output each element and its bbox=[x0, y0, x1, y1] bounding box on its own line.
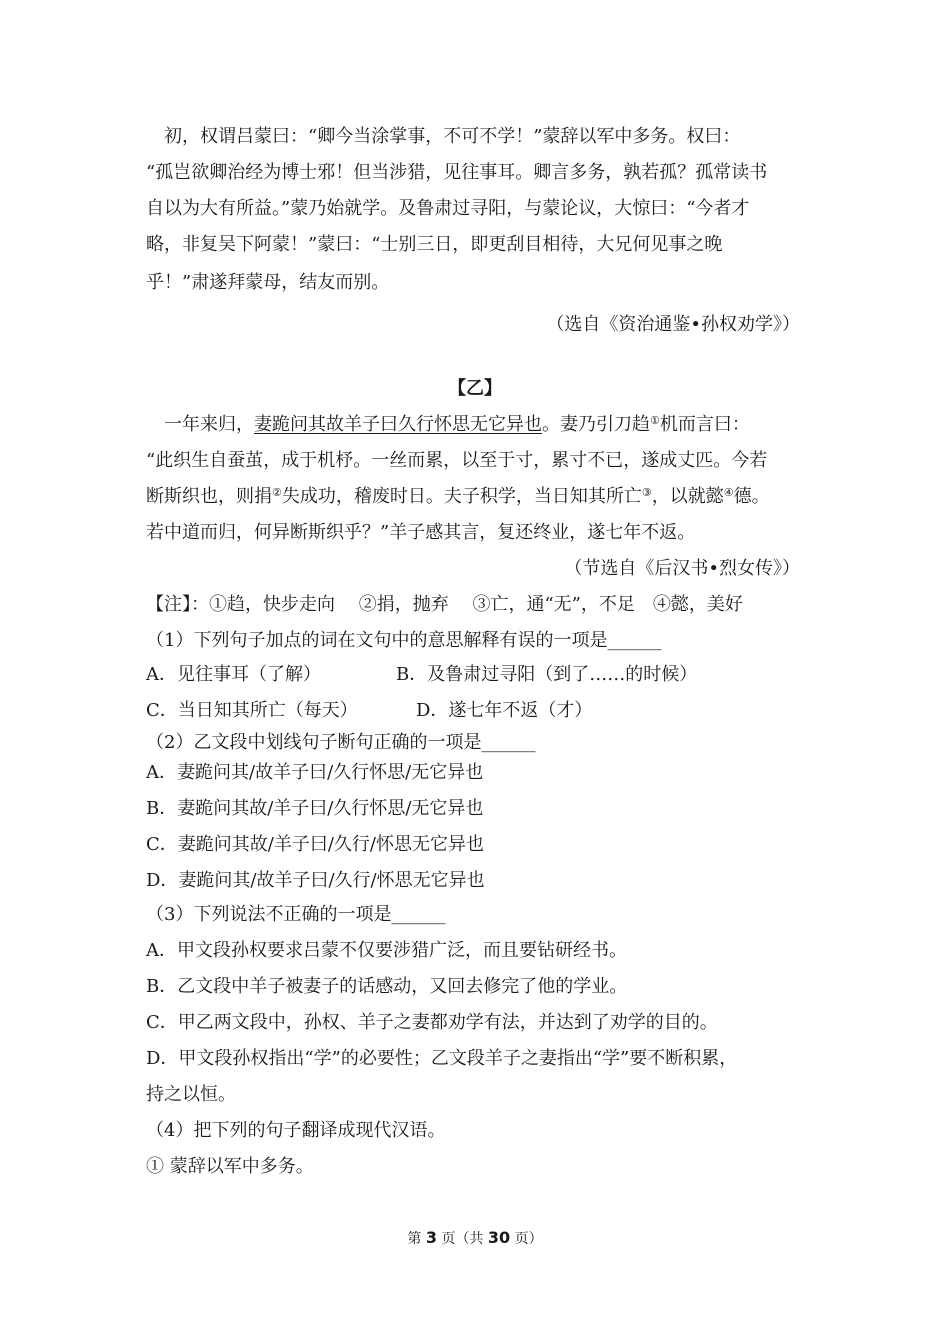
q4-stem: （4）把下列的句子翻译成现代汉语。 bbox=[146, 1120, 446, 1141]
q2-stem: （2）乙文段中划线句子断句正确的一项是______ bbox=[146, 732, 536, 753]
note-marker-4: ④ bbox=[723, 486, 734, 499]
q1-stem: （1）下列句子加点的词在文句中的意思解释有误的一项是______ bbox=[146, 630, 662, 651]
note-marker-2: ② bbox=[272, 486, 282, 499]
footer-pre: 第 bbox=[407, 1231, 426, 1247]
yi-heading: 【乙】 bbox=[448, 378, 502, 399]
q1-options-row-1 bbox=[146, 662, 697, 688]
note-marker-1: ① bbox=[650, 414, 660, 427]
q3-option-c: C．甲乙两文段中，孙权、羊子之妻都劝学有法，并达到了劝学的目的。 bbox=[146, 1012, 718, 1033]
jia-line-1: 初，权谓吕蒙曰：“卿今当涂掌事，不可不学！”蒙辞以军中多务。权曰： bbox=[164, 126, 741, 147]
jia-line-5: 乎！”肃遂拜蒙母，结友而别。 bbox=[146, 272, 390, 293]
yi-line-1-post-b: 机而言曰： bbox=[659, 414, 750, 435]
jia-line-3: 自以为大有所益。”蒙乃始就学。及鲁肃过寻阳，与蒙论议，大惊曰：“今者才 bbox=[146, 198, 750, 219]
q3-option-d-line-1: D．甲文段孙权指出“学”的必要性；乙文段羊子之妻指出“学”要不断积累， bbox=[146, 1048, 738, 1069]
q1-option-c: C．当日知其所亡（每天） bbox=[146, 700, 358, 721]
q2-option-b: B．妻跪问其故/羊子曰/久行怀思/无它异也 bbox=[146, 798, 484, 819]
footer-mid: 页（共 bbox=[436, 1231, 488, 1247]
q1-options-row-2 bbox=[146, 698, 592, 724]
page-footer bbox=[0, 1228, 950, 1249]
q3-option-a: A．甲文段孙权要求吕蒙不仅要涉猎广泛，而且要钻研经书。 bbox=[146, 940, 627, 961]
q1-option-d: D．遂七年不返（才） bbox=[416, 700, 593, 721]
footer-post: 页） bbox=[510, 1231, 543, 1247]
q3-option-b: B．乙文段中羊子被妻子的话感动，又回去修完了他的学业。 bbox=[146, 976, 628, 997]
q2-option-a: A．妻跪问其/故羊子曰/久行怀思/无它异也 bbox=[146, 762, 484, 783]
q1-option-b: B．及鲁肃过寻阳（到了……的时候） bbox=[396, 664, 698, 685]
yi-line-1-pre: 一年来归， bbox=[164, 414, 254, 435]
q1-option-a: A．见往事耳（了解） bbox=[146, 664, 321, 685]
q2-option-c: C．妻跪问其故/羊子曰/久行/怀思无它异也 bbox=[146, 834, 484, 855]
q2-option-d: D．妻跪问其/故羊子曰/久行/怀思无它异也 bbox=[146, 870, 485, 891]
yi-line-3-c: ，以就懿 bbox=[651, 486, 724, 507]
yi-line-1 bbox=[164, 412, 750, 438]
underlined-sentence: 妻跪问其故羊子曰久行怀思无它异也 bbox=[254, 414, 542, 435]
jia-source: （选自《资治通鉴•孙权劝学》） bbox=[546, 314, 800, 335]
yi-line-1-post-a: 。妻乃引刀趋 bbox=[542, 414, 650, 435]
total-pages: 30 bbox=[487, 1228, 511, 1247]
yi-line-2: “此织生自蚕茧，成于机杼。一丝而累，以至于寸，累寸不已，遂成丈匹。今若 bbox=[146, 450, 768, 471]
yi-line-3-d: 德。 bbox=[733, 486, 770, 507]
page-number: 3 bbox=[425, 1228, 437, 1247]
yi-source: （节选自《后汉书•烈女传》） bbox=[564, 558, 800, 579]
yi-line-3-a: 断斯织也，则捐 bbox=[146, 486, 272, 507]
note-marker-3: ③ bbox=[641, 486, 652, 499]
notes: 【注】：①趋，快步走向 ②捐，抛弃 ③亡，通“无”，不足 ④懿，美好 bbox=[146, 594, 743, 615]
yi-line-4: 若中道而归，何异断斯织乎？”羊子感其言，复还终业，遂七年不返。 bbox=[146, 522, 696, 543]
jia-line-2: “孤岂欲卿治经为博士邪！但当涉猎，见往事耳。卿言多务，孰若孤？孤常读书 bbox=[146, 162, 768, 183]
jia-line-4: 略，非复吴下阿蒙！”蒙曰：“士别三日，即更刮目相待，大兄何见事之晚 bbox=[146, 234, 723, 255]
yi-line-3-b: 失成功，稽废时日。夫子积学，当日知其所亡 bbox=[281, 486, 642, 507]
yi-line-3 bbox=[146, 484, 770, 510]
q4-item-1: ① 蒙辞以军中多务。 bbox=[146, 1156, 314, 1177]
q3-option-d-line-2: 持之以恒。 bbox=[146, 1084, 236, 1105]
q3-stem: （3）下列说法不正确的一项是______ bbox=[146, 904, 446, 925]
